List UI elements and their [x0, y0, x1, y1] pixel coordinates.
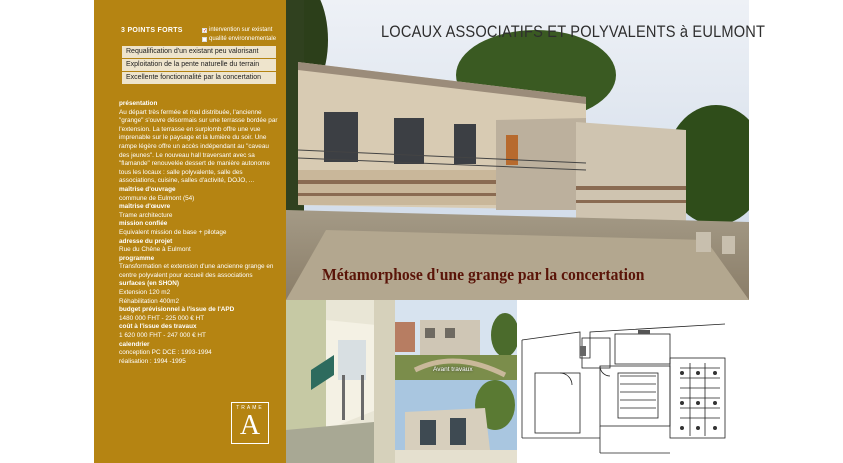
field-label: coût à l'issue des travaux [119, 323, 197, 331]
strength-1: Requalification d'un existant peu valorisant [122, 46, 276, 58]
strength-3: Excellente fonctionnalité par la concertation [122, 72, 276, 84]
field-label: maîtrise d'ouvrage [119, 185, 176, 193]
field-value: conception PC DCE : 1993-1994 réalisation : 1994 -1995 [119, 349, 212, 365]
project-info [119, 100, 279, 366]
field-value: Transformation et extension d'une ancienne grange en centre polyvalent pour accueil des associations [119, 263, 274, 279]
interior-image [286, 300, 395, 463]
legend-label: qualité environnementale [209, 36, 277, 42]
field-value: Trame architecture [119, 211, 173, 219]
field-value: Extension 120 m2 Réhabilitation 400m2 [119, 289, 180, 305]
floor-plan [520, 318, 745, 458]
field-value: commune de Eulmont (54) [119, 194, 195, 202]
trame-logo [231, 402, 269, 444]
checkbox-empty-icon [202, 37, 207, 42]
field-value: Rue du Chêne à Eulmont [119, 246, 191, 254]
field-value: Equivalent mission de base + pilotage [119, 228, 227, 236]
field-label: programme [119, 254, 155, 262]
legend-environment [202, 36, 276, 42]
presentation-label: présentation [119, 100, 158, 107]
floor-plan-drawing [520, 318, 745, 458]
strength-2: Exploitation de la pente naturelle du terrain [122, 59, 276, 71]
field-label: surfaces (en SHON) [119, 280, 180, 288]
field-label: mission confiée [119, 220, 168, 228]
legend-label: intervention sur existant [209, 27, 273, 33]
main-photo [286, 0, 749, 300]
photo-caption: Métamorphose d'une grange par la concertation [322, 265, 645, 284]
field-value: 1 620 000 FHT - 247 000 € HT [119, 332, 206, 340]
building-photo-image [286, 0, 749, 300]
field-label: adresse du projet [119, 237, 173, 245]
before-after-image [395, 300, 517, 463]
checkbox-checked-icon: ✓ [203, 27, 208, 34]
field-label: maîtrise d'œuvre [119, 203, 171, 211]
points-forts-title: 3 POINTS FORTS [121, 27, 183, 34]
before-after-photo [395, 300, 517, 463]
logo-letter: A [239, 410, 261, 441]
field-label: calendrier [119, 340, 150, 348]
before-works-caption: Avant travaux [433, 366, 473, 373]
legend-existing [202, 27, 272, 33]
project-fields [119, 186, 279, 366]
field-label: budget prévisionnel à l'issue de l'APD [119, 306, 235, 314]
field-value: 1480 000 FHT - 225 000 € HT [119, 314, 205, 322]
logo-word: TRAME [236, 405, 264, 411]
interior-photo [286, 300, 395, 463]
presentation-text: Au départ très fermée et mal distribuée, l'ancienne "grange" s'ouvre désormais sur une terrasse bordée par l'extension. La terrasse en surplomb offre une vue imprenable sur le paysage et la lumière du soir. Une rampe légère offre un accès indépendant au "caveau des jeunes". Le nouveau hall traversant avec sa "flamande" renouvelée dessert de manière autonome tous les locaux : salle polyvalente, salle des associations, cuisine, salles d'activité, DOJO, ... [119, 108, 278, 185]
page-title: LOCAUX ASSOCIATIFS ET POLYVALENTS à EULMONT [381, 22, 766, 41]
